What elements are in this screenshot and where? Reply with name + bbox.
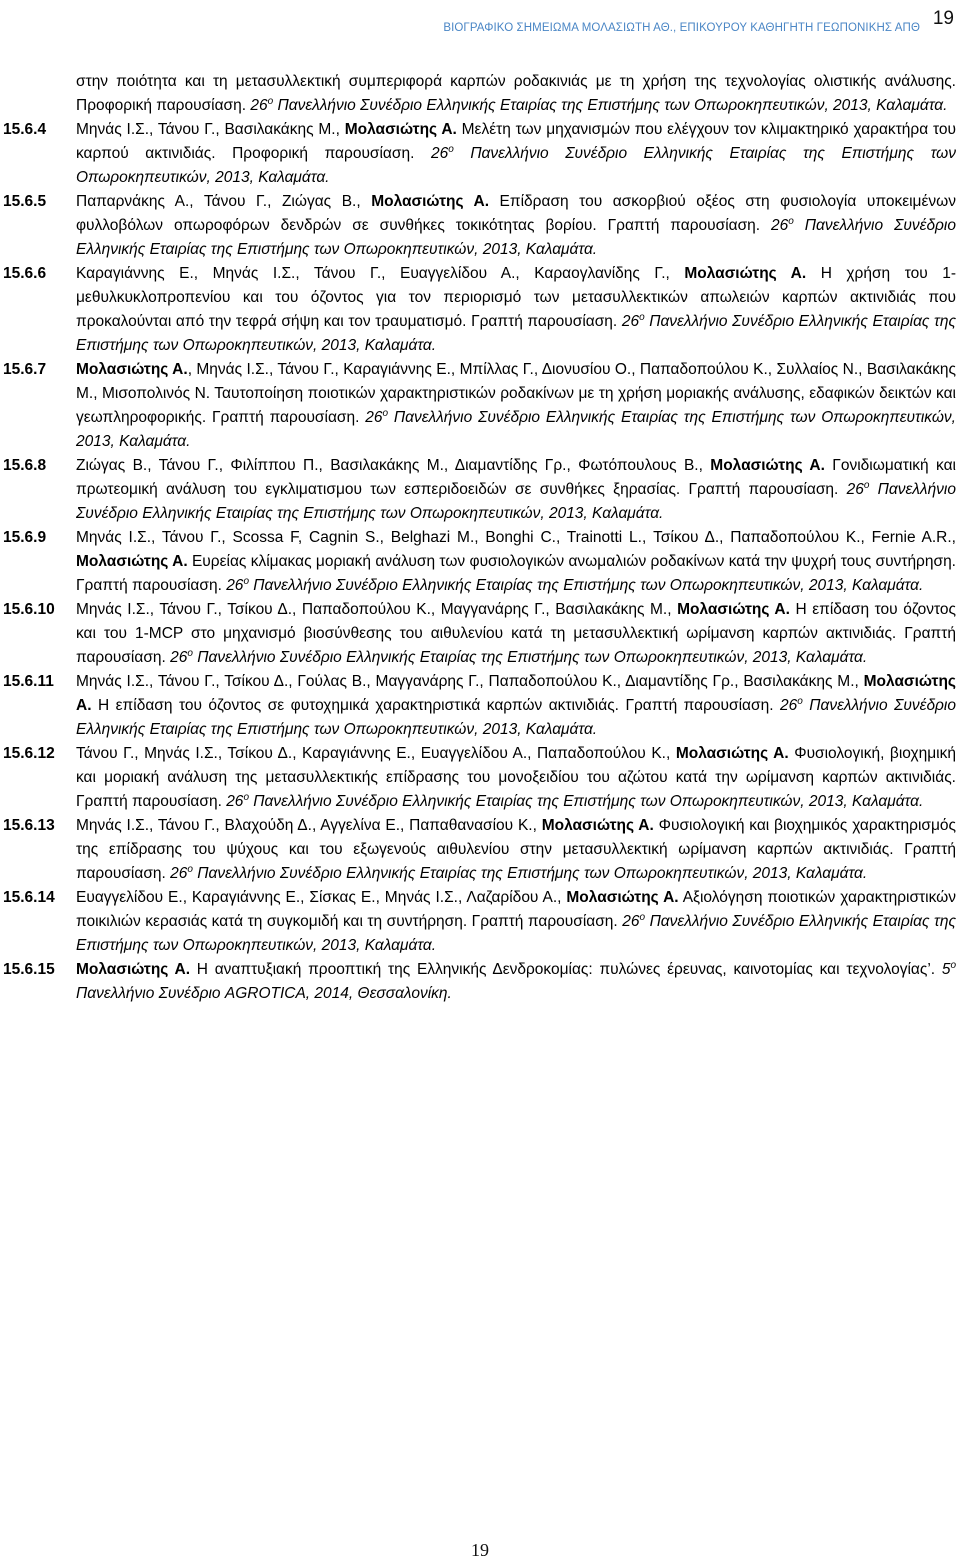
entry-title: Ταυτοποίηση ποιοτικών χαρακτηριστικών ροδακίνων με τη χρήση μοριακής ανάλυσης, εδαφικών δεικτών και γεωπληροφορικής. Γραπτή παρουσίαση. [76, 385, 956, 426]
conference-edition: 26 [170, 865, 188, 882]
conference-ordinal: o [187, 863, 193, 875]
entry-number: 15.6.5 [3, 193, 47, 210]
publication-entry [3, 598, 956, 670]
conference-name: Πανελλήνιο Συνέδριο Ελληνικής Εταιρίας της Επιστήμης των Οπωροκηπευτικών, 2013, Καλαμάτα. [76, 913, 956, 954]
conference-name: Πανελλήνιο Συνέδριο Ελληνικής Εταιρίας της Επιστήμης των Οπωροκηπευτικών, 2013, Καλαμάτα. [76, 217, 956, 258]
entry-authors-rest: , Μηνάς Ι.Σ., Τάνου Γ., Καραγιάννης Ε., Μπίλλας Γ., Διονυσίου Ο., Παπαδοπούλου Κ., Συλλαίος Ν., Βασιλακάκης Μ., Μισοπολινός Ν. [76, 361, 957, 402]
conference-edition: 26 [226, 793, 244, 810]
entry-author-highlight: Μολασιώτης Α. [76, 361, 188, 378]
entry-number: 15.6.10 [3, 601, 55, 618]
conference-reference [170, 865, 867, 882]
entry-author-highlight: Μολασιώτης Α. [76, 961, 191, 978]
entry-title: Η επίδαση του όζοντος σε φυτοχημικά χαρακτηριστικά καρπών ακτινιδιάς. Γραπτή παρουσίαση. [91, 697, 780, 714]
entry-authors: Τάνου Γ., Μηνάς Ι.Σ., Τσίκου Δ., Καραγιάννης Ε., Ευαγγελίδου Α., Παπαδοπούλου Κ., [76, 745, 676, 762]
entry-author-highlight: Μολασιώτης Α. [344, 121, 457, 138]
publication-entry [3, 358, 957, 454]
conference-name: Πανελλήνιο Συνέδριο AGROTICA, 2014, Θεσσαλονίκη. [76, 985, 452, 1002]
publication-entry [3, 742, 956, 814]
entry-title: Η επίδαση του όζοντος και του 1-MCP στο μηχανισμό βιοσύνθεσης του αιθυλενίου κατά τη μετασυλλεκτική ωρίμανση καρπών ακτινιδιάς. Γραπτή παρουσίαση. [76, 601, 956, 666]
conference-name: Πανελλήνιο Συνέδριο Ελληνικής Εταιρίας της Επιστήμης των Οπωροκηπευτικών, 2013, Καλαμάτα. [192, 865, 868, 882]
conference-reference [170, 649, 867, 666]
entry-number: 15.6.11 [3, 673, 54, 690]
header-page-number: 19 [932, 8, 954, 29]
conference-ordinal: o [187, 647, 193, 659]
publication-entry [3, 118, 957, 190]
publication-entry [3, 262, 956, 358]
entry-title: Φυσιολογική, βιοχημική και μοριακή ανάλυση της μετασυλλεκτικής επίδρασης του μονοξειδίου του αζώτου κατά την ωρίμανση καρπών ακτινιδιάς. Γραπτή παρουσίαση. [76, 745, 956, 810]
entry-number: 15.6.6 [3, 265, 47, 282]
conference-edition: 5 [941, 961, 951, 978]
conference-ordinal: o [448, 143, 454, 155]
conference-edition: 26 [621, 313, 640, 330]
entry-author-highlight: Μολασιώτης Α. [677, 601, 790, 618]
entry-author-highlight: Μολασιώτης Α. [76, 673, 956, 714]
conference-ordinal: o [797, 695, 803, 707]
conference-ordinal: o [788, 215, 794, 227]
entry-authors: Ζιώγας Β., Τάνου Γ., Φιλίππου Π., Βασιλακάκης Μ., Διαμαντίδης Γρ., Φωτόπουλους Β., [76, 457, 711, 474]
entry-title: Η αναπτυξιακή προοπτική της Ελληνικής Δενδροκομίας: πυλώνες έρευνας, καινοτομίας και τεχνολογίας’. [190, 961, 942, 978]
entry-title: Η χρήση του 1-μεθυλκυκλοπροπενίου και του όζοντος για τον περιορισμό των μετασυλλεκτικών απωλειών καρπών ακτινιδιάς που προκαλούνται από την τεφρά σήψη και τον τραυματισμό. Γραπτή παρουσίαση. [76, 265, 956, 330]
conference-name: Πανελλήνιο Συνέδριο Ελληνικής Εταιρίας της Επιστήμης των Οπωροκηπευτικών, 2013, Καλαμάτα. [76, 409, 956, 450]
conference-name: Πανελλήνιο Συνέδριο Ελληνικής Εταιρίας της Επιστήμης των Οπωροκηπευτικών, 2013, Καλαμάτα. [76, 145, 956, 186]
conference-name: Πανελλήνιο Συνέδριο Ελληνικής Εταιρίας της Επιστήμης των Οπωροκηπευτικών, 2013, Καλαμάτα. [249, 793, 924, 810]
publication-entry [3, 670, 956, 742]
conference-edition: 26 [170, 649, 188, 666]
conference-ordinal: o [382, 407, 389, 419]
entry-authors: Μηνάς Ι.Σ., Τάνου Γ., Βλαχούδη Δ., Αγγελίνα Ε., Παπαθανασίου Κ., [76, 817, 542, 834]
entry-title: Ευρείας κλίμακας μοριακή ανάλυση των φυσιολογικών ανωμαλιών ροδακίνων κατά την ψυχρή τους συντήρηση. Γραπτή παρουσίαση. [76, 553, 956, 594]
page-header [0, 0, 960, 52]
entry-authors: Παπαρνάκης Α., Τάνου Γ., Ζιώγας Β., [76, 193, 372, 210]
entry-title: Φυσιολογική και βιοχημικός χαρακτηρισμός της επίδρασης του ψύχους και του εξωγενούς αιθυλενίου στην μετασυλλεκτική ωρίμανση καρπών ακτινιδιάς. Γραπτή παρουσίαση. [76, 817, 956, 882]
entry-number: 15.6.12 [3, 745, 55, 762]
entry-author-highlight: Μολασιώτης Α. [710, 457, 825, 474]
conference-reference [226, 577, 923, 594]
entry-author-highlight: Μολασιώτης Α. [541, 817, 654, 834]
entry-authors: Ευαγγελίδου Ε., Καραγιάννης Ε., Σίσκας Ε., Μηνάς Ι.Σ., Λαζαρίδου Α., [76, 889, 567, 906]
entry-number: 15.6.9 [3, 529, 47, 546]
publication-entry [3, 526, 956, 598]
conference-name: Πανελλήνιο Συνέδριο Ελληνικής Εταιρίας της Επιστήμης των Οπωροκηπευτικών, 2013, Καλαμάτα. [192, 649, 868, 666]
entry-number: 15.6.14 [3, 889, 55, 906]
publication-entry [3, 814, 956, 886]
entry-authors: Μηνάς Ι.Σ., Τάνου Γ., Βασιλακάκης Μ., [76, 121, 345, 138]
conference-edition: 26 [430, 145, 449, 162]
running-header-title: ΒΙΟΓΡΑΦΙΚΟ ΣΗΜΕΙΩΜΑ ΜΟΛΑΣΙΩΤΗ ΑΘ., ΕΠΙΚΟΥΡΟΥ ΚΑΘΗΓΗΤΗ ΓΕΩΠΟΝΙΚΗΣ ΑΠΘ [443, 22, 920, 34]
page-footer-number: 19 [471, 1540, 489, 1560]
entry-title: Μελέτη των μηχανισμών που ελέγχουν τον κλιμακτηρικό χαρακτήρα του καρπού ακτινιδιάς. Προφορική παρουσίαση. [76, 121, 957, 162]
conference-reference [226, 793, 923, 810]
entry-author-highlight: Μολασιώτης Α. [684, 265, 807, 282]
publication-entry [3, 454, 956, 526]
conference-name: Πανελλήνιο Συνέδριο Ελληνικής Εταιρίας της Επιστήμης των Οπωροκηπευτικών, 2013, Καλαμάτα. [249, 577, 924, 594]
conference-ordinal: o [243, 575, 249, 587]
entry-number: 15.6.8 [3, 457, 47, 474]
conference-ordinal: o [639, 311, 645, 323]
entry-number: 15.6.15 [3, 961, 55, 978]
conference-ordinal: o [639, 911, 646, 923]
continued-entry [76, 70, 956, 118]
entry-title: Γονιδιωματική και πρωτεομική ανάλυση του εγκλιματισμου των εσπεριδοειδών σε συνθήκες ξηρασίας. Γραπτή παρουσίαση. [76, 457, 956, 498]
entry-title: στην ποιότητα και τη μετασυλλεκτική συμπεριφορά καρπών ροδακινιάς με τη χρήση της τεχνολογίας ολιστικής ανάλυσης. Προφορική παρουσίαση. [76, 73, 956, 114]
entry-authors: Μηνάς Ι.Σ., Τάνου Γ., Τσίκου Δ., Παπαδοπούλου Κ., Μαγγανάρης Γ., Βασιλακάκης Μ., [76, 601, 678, 618]
entry-authors: Καραγιάννης Ε., Μηνάς Ι.Σ., Τάνου Γ., Ευαγγελίδου Α., Καραογλανίδης Γ., [76, 265, 685, 282]
entry-author-highlight: Μολασιώτης Α. [566, 889, 679, 906]
publication-list [3, 70, 957, 1006]
conference-name: Πανελλήνιο Συνέδριο Ελληνικής Εταιρίας της Επιστήμης των Οπωροκηπευτικών, 2013, Καλαμάτα. [76, 697, 956, 738]
conference-name: Πανελλήνιο Συνέδριο Ελληνικής Εταιρίας της Επιστήμης των Οπωροκηπευτικών, 2013, Καλαμάτα. [76, 481, 956, 522]
entry-number: 15.6.4 [3, 121, 47, 138]
entry-authors: Μηνάς Ι.Σ., Τάνου Γ., Τσίκου Δ., Γούλας Β., Μαγγανάρης Γ., Παπαδοπούλου Κ., Διαμαντίδης Γρ., Βασιλακάκης Μ., [76, 673, 864, 690]
conference-name: Πανελλήνιο Συνέδριο Ελληνικής Εταιρίας της Επιστήμης των Οπωροκηπευτικών, 2013, Καλαμάτα. [76, 313, 956, 354]
entry-number: 15.6.7 [3, 361, 47, 378]
publication-entry [3, 190, 956, 262]
conference-ordinal: o [950, 959, 957, 971]
entry-author-highlight: Μολασιώτης Α. [76, 553, 188, 570]
entry-author-highlight: Μολασιώτης Α. [371, 193, 490, 210]
conference-edition: 26 [365, 409, 383, 426]
conference-edition: 26 [779, 697, 798, 714]
entry-title: Αξιολόγηση ποιοτικών χαρακτηριστικών ποικιλιών κερασιάς κατά τη συγκομιδή και τη συντήρηση. Γραπτή παρουσίαση. [76, 889, 957, 930]
conference-ordinal: o [243, 791, 249, 803]
conference-edition: 26 [622, 913, 640, 930]
conference-ordinal: o [863, 479, 870, 491]
publication-entry [3, 958, 957, 1006]
conference-edition: 26 [846, 481, 864, 498]
entry-authors: Μηνάς Ι.Σ., Τάνου Γ., Scossa F, Cagnin S., Belghazi M., Bonghi C., Trainotti L., Τσίκου Δ., Παπαδοπούλου Κ., Fernie A.R., [76, 529, 956, 546]
entry-author-highlight: Μολασιώτης Α. [675, 745, 789, 762]
conference-edition: 26 [226, 577, 244, 594]
conference-edition: 26 [771, 217, 789, 234]
entry-title: Επίδραση του ασκορβιού οξέος στη φυσιολογία υποκειμένων φυλλοβόλων οπωροφόρων δενδρών σε συνθήκες τοκικότητας βορίου. Γραπτή παρουσίαση. [76, 193, 956, 234]
entry-number: 15.6.13 [3, 817, 55, 834]
conference-reference: 26$^o$ Πανελλήνιο Συνέδριο Ελληνικής Εταιρίας της Επιστήμης των Οπωροκηπευτικών, 2013, Καλαμάτα. [250, 95, 948, 114]
publication-entry [3, 886, 957, 958]
